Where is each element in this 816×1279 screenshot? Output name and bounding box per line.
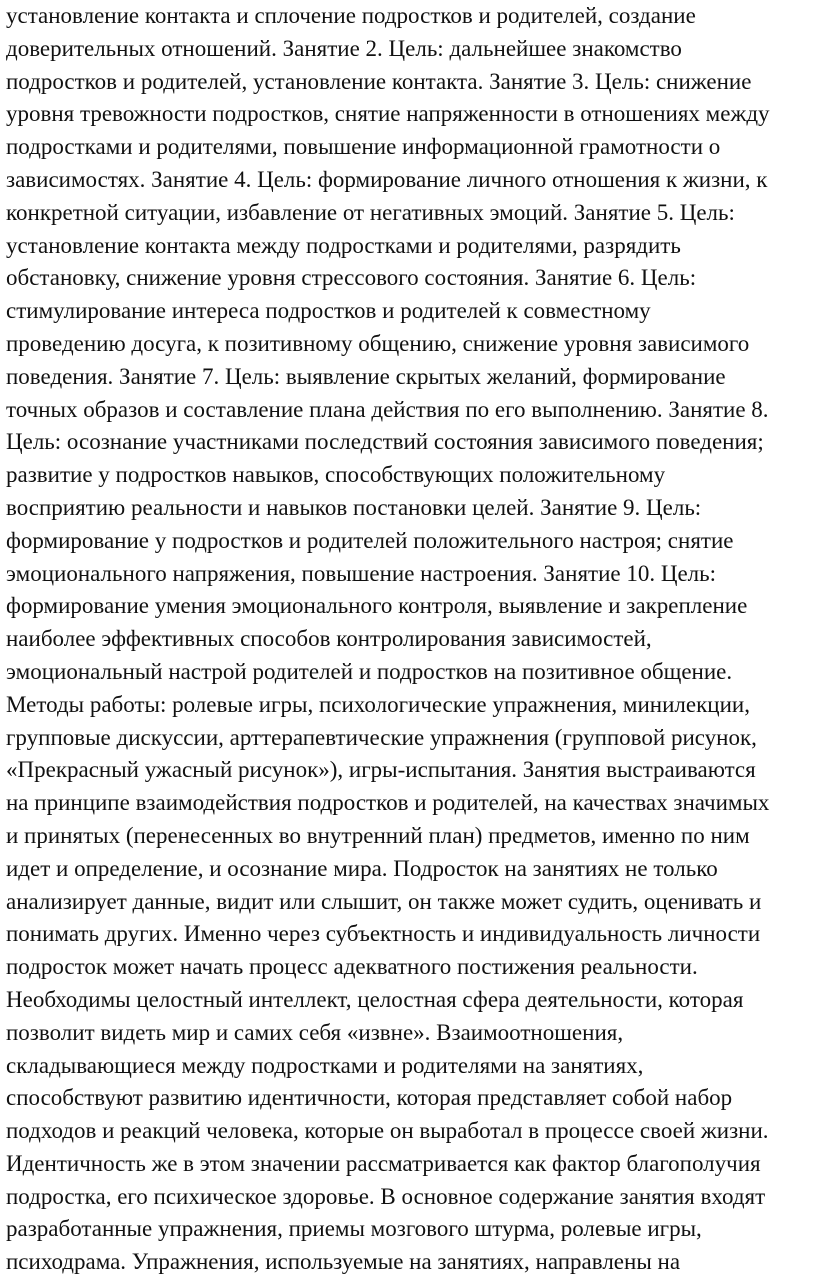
- text-line: зависимостях. Занятие 4. Цель: формирование личного отношения к жизни, к: [6, 166, 768, 192]
- text-line: подходов и реакций человека, которые он выработал в процессе своей жизни.: [6, 1118, 769, 1144]
- text-line: Методы работы: ролевые игры, психологические упражнения, минилекции,: [6, 691, 750, 717]
- text-line: поведения. Занятие 7. Цель: выявление скрытых желаний, формирование: [6, 363, 726, 389]
- text-line: психодрама. Упражнения, используемые на занятиях, направлены на: [6, 1249, 681, 1275]
- text-line: и принятых (перенесенных во внутренний план) предметов, именно по ним: [6, 822, 750, 848]
- text-line: подростка, его психическое здоровье. В основное содержание занятия входят: [6, 1183, 766, 1209]
- text-line: установление контакта и сплочение подростков и родителей, создание: [6, 3, 696, 28]
- text-line: проведению досуга, к позитивному общению, снижение уровня зависимого: [6, 330, 750, 356]
- text-line: развитие у подростков навыков, способствующих положительному: [6, 462, 666, 488]
- text-line: восприятию реальности и навыков постановки целей. Занятие 9. Цель:: [6, 494, 702, 520]
- text-line: идет и определение, и осознание мира. Подросток на занятиях не только: [6, 855, 718, 881]
- text-line: групповые дискуссии, арттерапевтические упражнения (групповой рисунок,: [6, 724, 757, 750]
- text-line: Идентичность же в этом значении рассматривается как фактор благополучия: [6, 1150, 761, 1176]
- text-line: стимулирование интереса подростков и родителей к совместному: [6, 298, 651, 324]
- text-line: позволит видеть мир и самих себя «извне». Взаимоотношения,: [6, 1019, 624, 1045]
- text-line: Цель: осознание участниками последствий состояния зависимого поведения;: [6, 429, 764, 455]
- text-line: Необходимы целостный интеллект, целостная сфера деятельности, которая: [6, 986, 744, 1012]
- text-line: формирование умения эмоционального контроля, выявление и закрепление: [6, 593, 748, 619]
- text-line: подростков и родителей, установление контакта. Занятие 3. Цель: снижение: [6, 68, 752, 94]
- text-line: анализирует данные, видит или слышит, он также может судить, оценивать и: [6, 888, 762, 914]
- text-line: на принципе взаимодействия подростков и родителей, на качествах значимых: [6, 790, 770, 816]
- text-line: наиболее эффективных способов контролирования зависимостей,: [6, 626, 652, 652]
- text-line: конкретной ситуации, избавление от негативных эмоций. Занятие 5. Цель:: [6, 199, 735, 225]
- text-line: формирование у подростков и родителей положительного настроя; снятие: [6, 527, 734, 553]
- text-line: «Прекрасный ужасный рисунок»), игры-испытания. Занятия выстраиваются: [6, 757, 756, 783]
- text-line: складывающиеся между подростками и родителями на занятиях,: [6, 1052, 644, 1078]
- text-line: установление контакта между подростками и родителями, разрядить: [6, 232, 681, 258]
- text-line: разработанные упражнения, приемы мозгового штурма, ролевые игры,: [6, 1216, 702, 1242]
- text-line: подросток может начать процесс адекватного постижения реальности.: [6, 954, 698, 980]
- text-line: обстановку, снижение уровня стрессового состояния. Занятие 6. Цель:: [6, 265, 697, 291]
- text-line: подростками и родителями, повышение информационной грамотности о: [6, 134, 721, 160]
- body-text: [6, 0, 816, 1279]
- text-line: способствуют развитию идентичности, которая представляет собой набор: [6, 1085, 733, 1111]
- text-line: уровня тревожности подростков, снятие напряженности в отношениях между: [6, 101, 770, 127]
- text-line: точных образов и составление плана действия по его выполнению. Занятие 8.: [6, 396, 769, 422]
- text-line: понимать других. Именно через субъектность и индивидуальность личности: [6, 921, 761, 947]
- text-line: эмоциональный настрой родителей и подростков на позитивное общение.: [6, 658, 733, 684]
- text-line: доверительных отношений. Занятие 2. Цель: дальнейшее знакомство: [6, 35, 682, 61]
- text-line: эмоционального напряжения, повышение настроения. Занятие 10. Цель:: [6, 560, 717, 586]
